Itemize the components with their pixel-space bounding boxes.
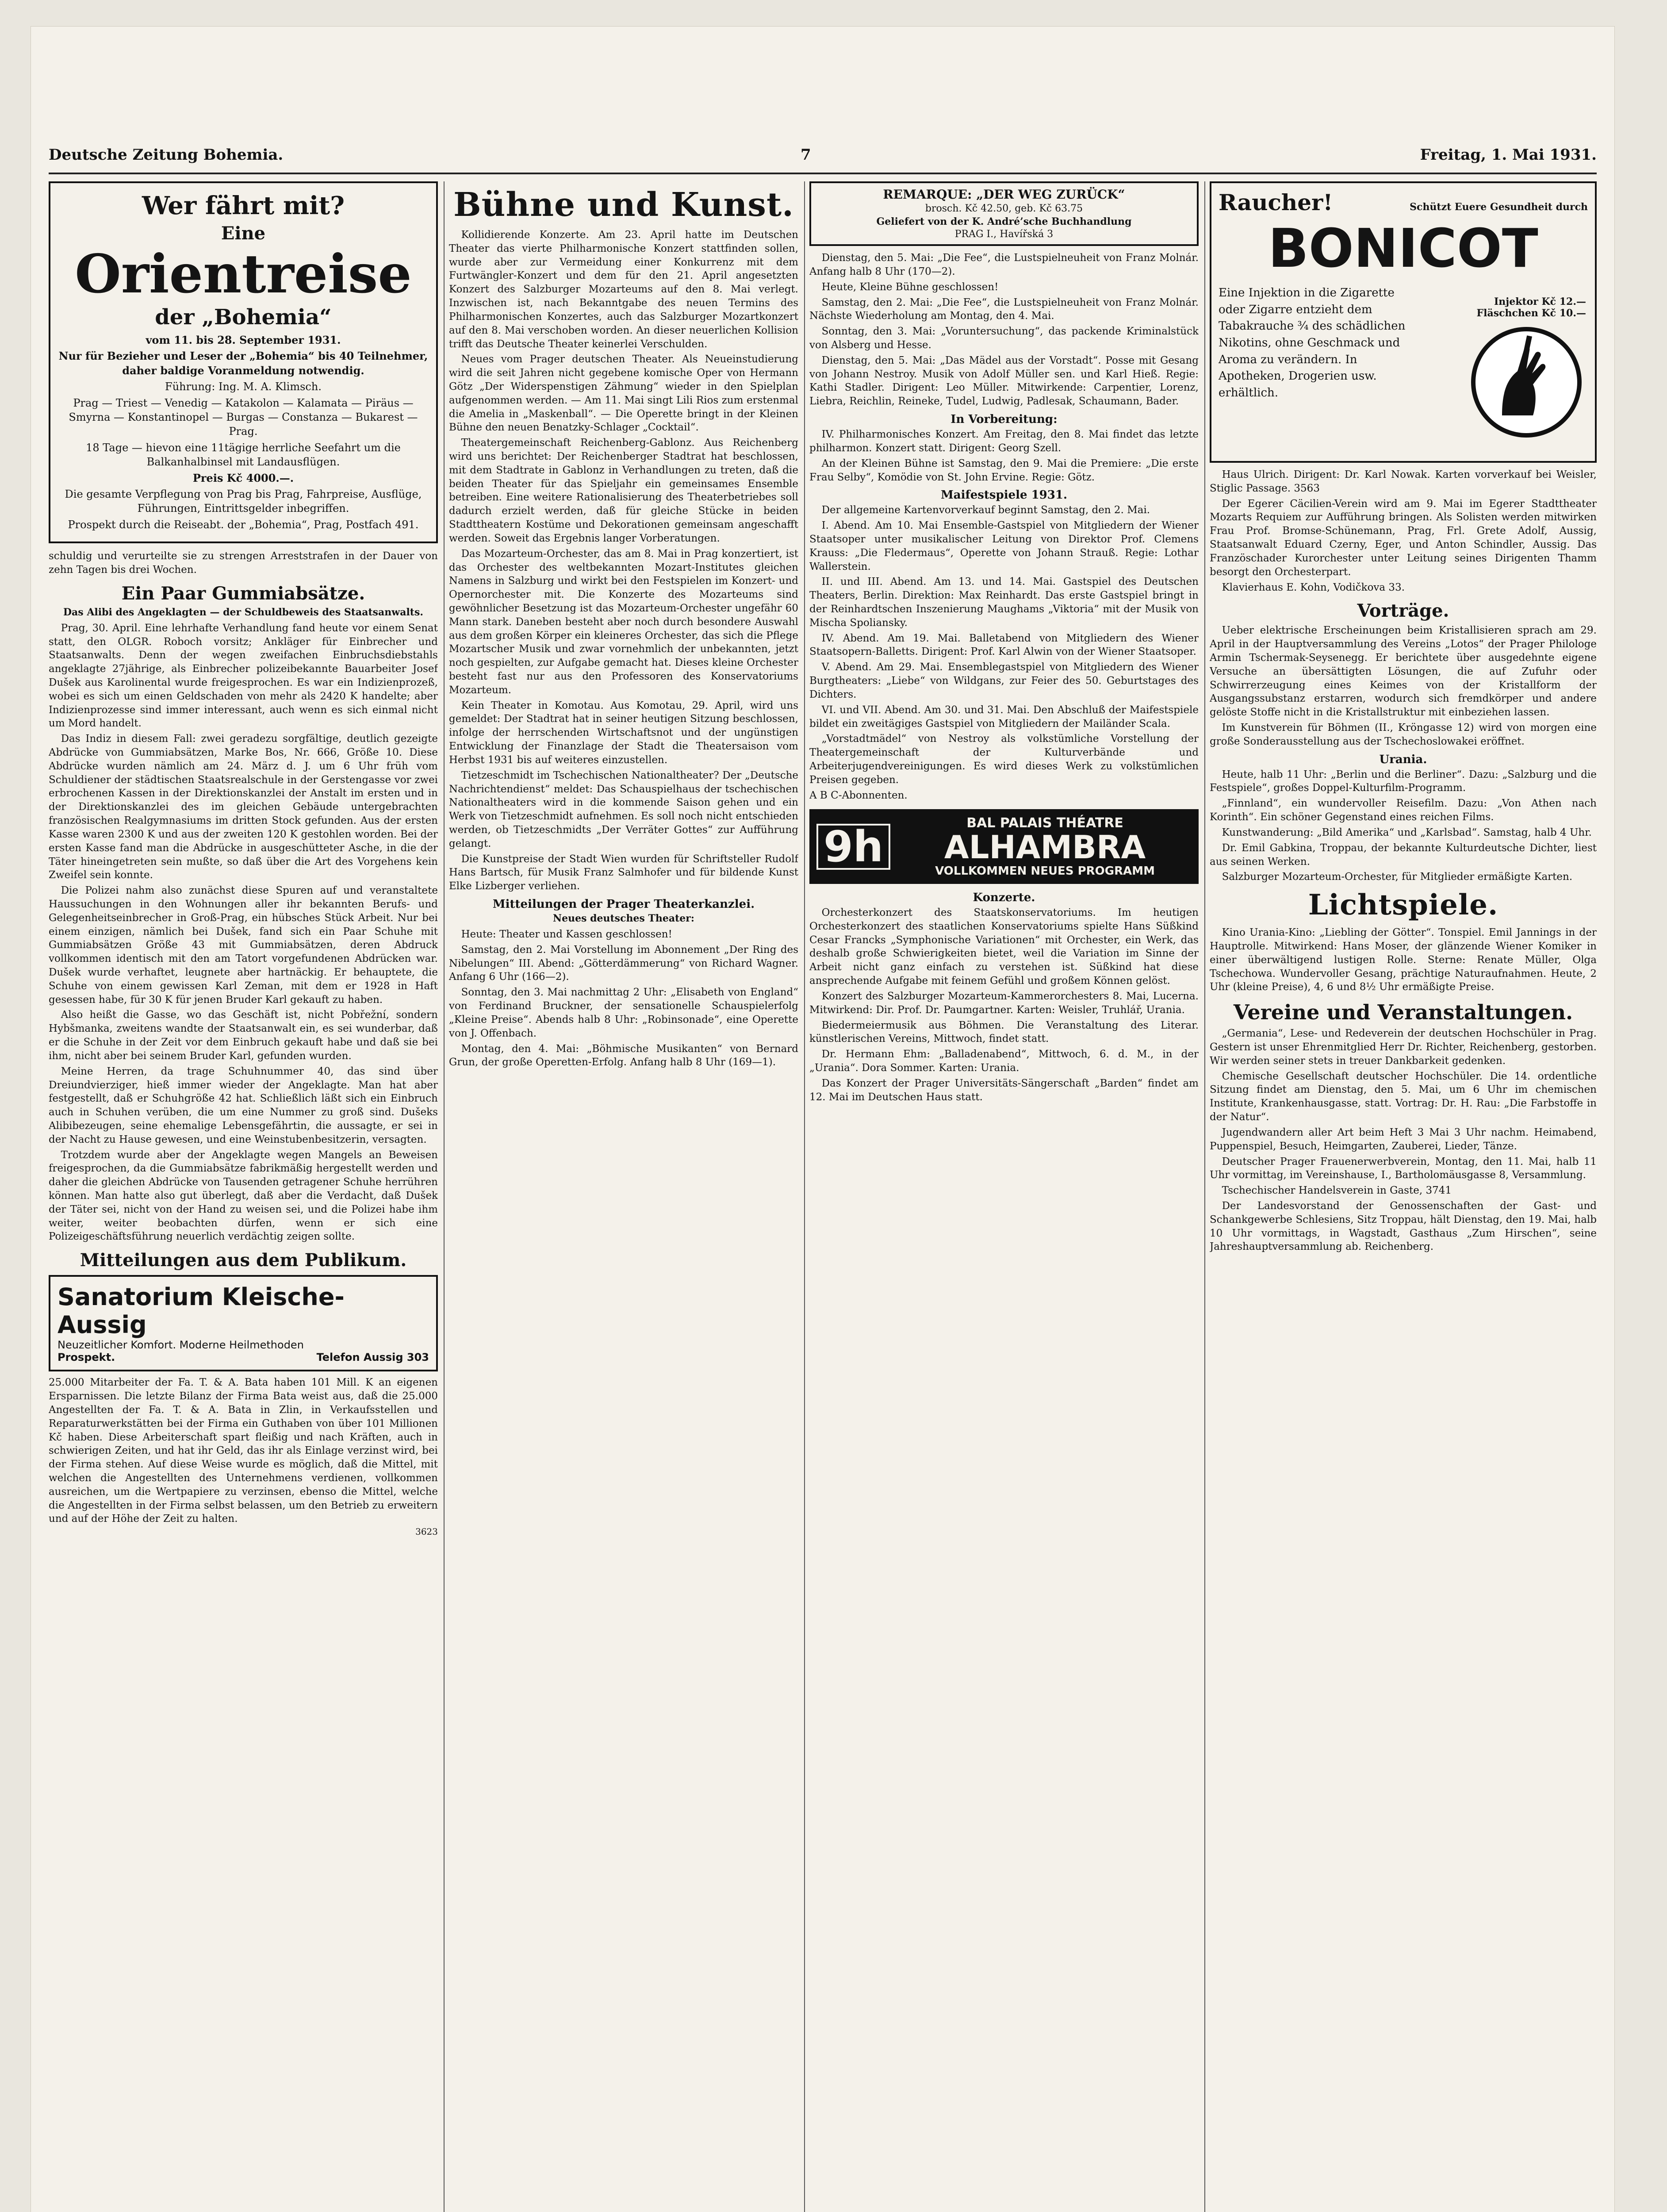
paragraph: schuldig und verurteilte sie zu strengen Arreststrafen in der Dauer von zehn Tagen bis drei Wochen.: [49, 550, 438, 576]
ad-guide: Führung: Ing. M. A. Klimsch.: [165, 380, 322, 393]
paragraph: Haus Ulrich. Dirigent: Dr. Karl Nowak. Karten vorverkauf bei Weisler, Stiglic Passage. 3563: [1210, 469, 1597, 494]
konzerte-title: Konzerte.: [973, 891, 1035, 905]
col4-notices: [1210, 468, 1597, 594]
sanatorium-prospect: Prospekt.: [57, 1351, 115, 1364]
paragraph: IV. Philharmonisches Konzert. Am Freitag, den 8. Mai findet das letzte philharmon. Konzert statt. Dirigent: Georg Szell.: [809, 429, 1199, 454]
bonicot-prices: [1477, 296, 1587, 319]
paragraph: Das Konzert der Prager Universitäts-Sängerschaft „Barden“ findet am 12. Mai im Deutschen Haus statt.: [809, 1077, 1199, 1103]
vortraege-body: [1210, 624, 1597, 748]
paragraph: Heute: Theater und Kassen geschlossen!: [461, 929, 672, 940]
konzerte-body: [809, 906, 1199, 1104]
paragraph: Heute, Kleine Bühne geschlossen!: [821, 281, 999, 293]
paragraph: Jugendwandern aller Art beim Heft 3 Mai 3 Uhr nachm. Heimabend, Puppenspiel, Besuch, Heimgarten, Zauberei, Lieder, Tänze.: [1210, 1126, 1597, 1152]
alhambra-line1: BAL PALAIS THÉATRE: [966, 815, 1123, 831]
column-divider: [1204, 181, 1205, 2212]
paragraph: Biedermeiermusik aus Böhmen. Die Veranstaltung des Literar. künstlerischen Vereins, Mittwoch, findet statt.: [809, 1019, 1199, 1045]
paragraph: Dienstag, den 5. Mai: „Die Fee“, die Lustspielneuheit von Franz Molnár. Anfang halb 8 Uhr (170—2).: [809, 252, 1199, 277]
header-rule: [49, 173, 1597, 174]
hand-cigarette-icon: [1475, 331, 1568, 424]
theater-program: [809, 251, 1199, 408]
theaterkanzlei-body: [449, 928, 798, 1069]
theaterkanzlei-title: Mitteilungen der Prager Theaterkanzlei.: [492, 898, 755, 911]
remarque-title: REMARQUE: „DER WEG ZURÜCK“: [883, 187, 1125, 202]
paragraph: Montag, den 4. Mai: „Böhmische Musikanten“ von Bernard Grun, der große Operetten-Erfolg. Anfang halb 8 Uhr (169—1).: [449, 1043, 798, 1068]
sanatorium-footer: [57, 1351, 429, 1363]
paragraph: Heute, halb 11 Uhr: „Berlin und die Berliner“. Dazu: „Salzburg und die Festspiele“, großes Doppel-Kulturfilm-Programm.: [1210, 768, 1597, 794]
alhambra-text: [898, 815, 1192, 878]
paragraph: Theatergemeinschaft Reichenberg-Gablonz. Aus Reichenberg wird uns berichtet: Der Reichenberger Stadtrat hat beschlossen, mit dem Stadtrate in Gablonz in Verhandlungen zu treten, daß die beiden Theater für das Spieljahr ein gemeinsames Ensemble betreiben. Eine weitere Rationalisierung des Theaterbetriebes soll dadurch erzielt werden, daß für gleiche Stücke in beiden Stadttheatern Kostüme und Dekorationen gemeinsam angeschafft werden. Soweit das Ergebnis langer Vorberatungen.: [449, 437, 798, 544]
paragraph: Ueber elektrische Erscheinungen beim Kristallisieren sprach am 29. April in der Hauptversammlung des Vereins „Lotos“ der Prager Philologe Armin Tschermak-Seysenegg. Er berichtete über ausgedehnte eigene Versuche an übersättigten Lösungen, die auf Zufuhr oder Schwirrerzeugung eines Keimes von der Kristallform der Ausgangssubstanz erstarren, wodurch sich fremdkörper und andere gelöste Stoffe nicht in die Kristallstruktur mit einbeziehen lassen.: [1210, 625, 1597, 718]
paragraph: II. und III. Abend. Am 13. und 14. Mai. Gastspiel des Deutschen Theaters, Berlin. Direktion: Max Reinhardt. Das erste Gastspiel bringt in der Reinhardtschen Inszenierung Maughams „Viktoria“ mit der Musik von Mischa Spoliansky.: [809, 576, 1199, 629]
header-date: Freitag, 1. Mai 1931.: [1420, 146, 1597, 164]
remarque-price: brosch. Kč 42.50, geb. Kč 63.75: [925, 203, 1083, 215]
bonicot-text: Eine Injektion in die Zigarette oder Zigarre entzieht dem Tabakrauche ¾ des schädlichen Nikotins, ohne Geschmack und Aroma zu verändern. In Apotheken, Drogerien usw. erhältlich.: [1219, 286, 1406, 400]
ad-days: 18 Tage — hievon eine 11tägige herrliche Seefahrt um die Balkanhalbinsel mit Landausflügen.: [86, 441, 401, 469]
orient-trip-ad: [49, 181, 438, 543]
ad-eine: Eine: [221, 223, 266, 244]
paragraph: Deutscher Prager Frauenerwerbverein, Montag, den 11. Mai, halb 11 Uhr vormittag, im Vereinshause, I., Bartholomäusgasse 8, Versammlung.: [1210, 1156, 1597, 1181]
paragraph: Der allgemeine Kartenvorverkauf beginnt Samstag, den 2. Mai.: [821, 504, 1150, 516]
paragraph: 25.000 Mitarbeiter der Fa. T. & A. Bata haben 101 Mill. K an eigenen Ersparnissen. Die letzte Bilanz der Firma Bata weist aus, daß die 25.000 Angestellten der Fa. T. & A. Bata in Zlin, in Verkaufsstellen und Reparaturwerkstätten bei der Firma ein Guthaben von über 101 Millionen Kč haben. Diese Arbeiterschaft spart fleißig und nach Kräften, auch in schwierigen Zeiten, und hat ihr Geld, das ihr als Einlage verzinst wird, bei der Firma stehen. Auf diese Weise wurde es möglich, daß die Mittel, mit welchen die Angestellten des Unternehmens verdienen, vollkommen ausreichen, um die Wertpapiere zu verzinsen, ebenso die Mittel, welche die Angestellten in der Firma selbst belassen, um den Betrieb zu erweitern und auf der Höhe der Zeit zu halten.: [49, 1377, 438, 1525]
paragraph: Der Landesvorstand der Genossenschaften der Gast- und Schankgewerbe Schlesiens, Sitz Troppau, hält Dienstag, den 19. Mai, halb 10 Uhr vormittags, in Wagstadt, Gasthaus „Zum Hirschen“, seine Jahreshauptversammlung ab. Reichenberg.: [1210, 1200, 1597, 1253]
ad-included: Die gesamte Verpflegung von Prag bis Prag, Fahrpreise, Ausflüge, Führungen, Eintrittsgelder inbegriffen.: [65, 488, 422, 515]
theaterkanzlei-subtitle: Neues deutsches Theater:: [553, 913, 694, 924]
section-title-mitteilungen: Mitteilungen aus dem Publikum.: [80, 1250, 407, 1271]
bonicot-header: [1219, 189, 1588, 215]
article-body-rubber: [49, 622, 438, 1244]
sanatorium-phone: Telefon Aussig 303: [316, 1351, 429, 1364]
sanatorium-title: Sanatorium Kleische-Aussig: [57, 1283, 345, 1339]
bonicot-price-bottle: Fläschchen Kč 10.—: [1476, 307, 1586, 319]
ad-dates: vom 11. bis 28. September 1931.: [146, 334, 341, 346]
paragraph: V. Abend. Am 29. Mai. Ensemblegastspiel von Mitgliedern des Wiener Burgtheaters: „Liebe“ von Wildgans, zur Feier des 50. Geburtstages des Dichters.: [809, 661, 1199, 700]
notice-number: 3623: [415, 1526, 438, 1537]
ad-limit: Nur für Bezieher und Leser der „Bohemia“ bis 40 Teilnehmer, daher baldige Voranmeldung notwendig.: [58, 349, 428, 377]
ad-question: Wer fährt mit?: [142, 191, 345, 220]
paragraph: Meine Herren, da trage Schuhnummer 40, das sind über Dreiundvierziger, hieß immer wieder der Angeklagte. Man hat aber festgestellt, daß er Schuhgröße 42 hat. Schließlich läßt sich ein Einbruch auch in Schuhen verüben, die um eine Nummer zu groß sind. Dušeks Alibibezeugen, seine ehemalige Lebensgefährtin, die aussagte, er sei in der Nacht zu Hause gewesen, und eine Weinstubenbesitzerin, versagten.: [49, 1065, 438, 1145]
paragraph: Klavierhaus E. Kohn, Vodičkova 33.: [1222, 581, 1405, 593]
paragraph: Trotzdem wurde aber der Angeklagte wegen Mangels an Beweisen freigesprochen, da die Gummiabsätze fabrikmäßig hergestellt werden und daher die gleichen Abdrücke von Tausenden getragener Schuhe herrühren können. Man hatte also gut überlegt, daß aber die Verdacht, daß Dušek der Täter sei, nicht von der Hand zu weisen sei, und die Polizei habe ihm weiter, weiter beobachten dürfen, wenn er sich eine Polizeigeschäftsführung neuerlich verdächtig zeigen sollte.: [49, 1149, 438, 1243]
article-continuation: [49, 549, 438, 577]
maifestspiele-title: Maifestspiele 1931.: [941, 488, 1067, 502]
urania-body: [1210, 768, 1597, 884]
paragraph: Dr. Emil Gabkina, Troppau, der bekannte Kulturdeutsche Dichter, liest aus seinen Werken.: [1210, 842, 1597, 868]
paragraph: Das Mozarteum-Orchester, das am 8. Mai in Prag konzertiert, ist das Orchester des weltbekannten Mozart-Institutes gleichen Namens in Salzburg und wirkt bei den Festspielen im Konzert- und Opernorchester mit. Die Konzerte des Mozarteums sind gewöhnlicher Besetzung ist das Mozarteum-Orchester ungefähr 60 Mann stark. Daneben besteht aber noch durch besondere Auswahl aus dem großen Körper ein kleineres Orchester, das sich die Pflege Mozartscher Musik und zwar vornehmlich der unbekannten, jetzt noch gespielten, zur Aufgabe gemacht hat. Dieses kleine Orchester besteht fast nur aus den Professoren des Konservatoriums Mozarteum.: [449, 548, 798, 696]
paragraph: Konzert des Salzburger Mozarteum-Kammerorchesters 8. Mai, Lucerna. Mitwirkend: Dir. Prof. Dr. Paumgartner. Karten: Weisler, Truhlář, Urania.: [809, 990, 1199, 1016]
paragraph: Dr. Hermann Ehm: „Balladenabend“, Mittwoch, 6. d. M., in der „Urania“. Dora Sommer. Karten: Urania.: [809, 1048, 1199, 1074]
ad-route: Prag — Triest — Venedig — Katakolon — Kalamata — Piräus — Smyrna — Konstantinopel — Burgas — Constanza — Bukarest — Prag.: [69, 396, 418, 438]
paragraph: Salzburger Mozarteum-Orchester, für Mitglieder ermäßigte Karten.: [1222, 871, 1573, 883]
article-subtitle-rubber: Das Alibi des Angeklagten — der Schuldbeweis des Staatsanwalts.: [63, 606, 424, 618]
newspaper-page: [31, 27, 1614, 2212]
column-1: [49, 181, 438, 2212]
alhambra-logo: 9h: [816, 824, 890, 870]
page-header: [49, 146, 1597, 173]
header-paper-name: Deutsche Zeitung Bohemia.: [49, 146, 284, 164]
paragraph: Kollidierende Konzerte. Am 23. April hatte im Deutschen Theater das vierte Philharmonische Konzert stattfinden sollen, wurde aber zur Vermeidung einer Konkurrenz mit dem Furtwängler-Konzert und dem für den 21. April angesetzten Konzert des Salzburger Mozarteums auf den 8. Mai verlegt. Inzwischen ist, nach Bekanntgabe des neuen Termins des Philharmonischen Konzertes, auch das Salzburger Mozartkonzert auf den 8. Mai verschoben worden. An dieser neuerlichen Kollision trifft das Deutsche Theater keinerlei Verschulden.: [449, 229, 798, 350]
bata-notice: [49, 1376, 438, 1538]
alhambra-ad: [809, 809, 1199, 884]
paragraph: Tschechischer Handelsverein in Gaste, 3741: [1222, 1185, 1452, 1197]
paragraph: I. Abend. Am 10. Mai Ensemble-Gastspiel von Mitgliedern der Wiener Staatsoper unter musikalischer Leitung von Direktor Prof. Clemens Krauss: „Die Fledermaus“, Operette von Johann Strauß. Regie: Lothar Wallerstein.: [809, 520, 1199, 572]
paragraph: IV. Abend. Am 19. Mai. Balletabend von Mitgliedern des Wiener Staatsopern-Balletts. Dirigent: Prof. Karl Alwin von der Wiener Staatsoper.: [809, 632, 1199, 658]
bonicot-ad: [1210, 181, 1597, 463]
column-divider: [444, 181, 445, 2212]
paragraph: Samstag, den 2. Mai: „Die Fee“, die Lustspielneuheit von Franz Molnár. Nächste Wiederholung am Montag, den 4. Mai.: [809, 296, 1199, 322]
alhambra-name: ALHAMBRA: [944, 829, 1146, 866]
ad-prospect: Prospekt durch die Reiseabt. der „Bohemia“, Prag, Postfach 491.: [68, 518, 419, 531]
lichtspiele-title: Lichtspiele.: [1308, 888, 1498, 922]
paragraph: Die Polizei nahm also zunächst diese Spuren auf und veranstaltete Haussuchungen in den Wohnungen aller ihr bekannten Berufs- und Gelegenheitseinbrecher in Groß-Prag, ein hübsches Stück Arbeit. Nur bei einem einzigen, nämlich bei Dušek, fand sich ein Paar Schuhe mit Gummiabsätzen Größe 43 mit Gummiabsätzen, deren Abdruck vollkommen identisch mit den am Tatort vorgefundenen Abdrücken war. Dušek wurde verhaftet, leugnete aber hartnäckig. Er behauptete, die Schuhe von einem gewissen Karl Zeman, mit dem er 1928 in Haft gesessen habe, für 30 K für jenen Bruder Karl gekauft zu haben.: [49, 885, 438, 1006]
paragraph: Neues vom Prager deutschen Theater. Als Neueinstudierung wird die seit Jahren nicht gegebene komische Oper von Hermann Götz „Der Widerspenstigen Zähmung“ wieder in den Spielplan aufgenommen werden. — Am 11. Mai singt Lili Rios zum erstenmal die Amelia in „Maskenball“. — Die Operette bringt in der Kleinen Bühne den neuen Benatzky-Schlager „Cocktail“.: [449, 353, 798, 434]
column-divider: [804, 181, 805, 2212]
paragraph: Kunstwanderung: „Bild Amerika“ und „Karlsbad“. Samstag, halb 4 Uhr.: [1222, 826, 1592, 838]
bonicot-price-injector: Injektor Kč 12.—: [1494, 296, 1586, 307]
column-4: [1210, 181, 1597, 2212]
alhambra-line3: VOLLKOMMEN NEUES PROGRAMM: [935, 864, 1155, 878]
vereine-body: [1210, 1027, 1597, 1254]
article-title-rubber: Ein Paar Gummiabsätze.: [121, 583, 365, 604]
sanatorium-line: Neuzeitlicher Komfort. Moderne Heilmethoden: [57, 1339, 304, 1352]
remarque-dealer: Geliefert von der K. André’sche Buchhandlung: [876, 215, 1132, 227]
paragraph: Sonntag, den 3. Mai nachmittag 2 Uhr: „Elisabeth von England“ von Ferdinand Bruckner, der sensationelle Schauspielerfolg „Kleine Preise“. Abends halb 8 Uhr: „Robinsonade“, eine Operette von J. Offenbach.: [449, 987, 798, 1039]
paragraph: Die Kunstpreise der Stadt Wien wurden für Schriftsteller Rudolf Hans Bartsch, für Musik Franz Salmhofer und für bildende Kunst Elke Lizberger verliehen.: [449, 853, 798, 892]
paragraph: Orchesterkonzert des Staatskonservatoriums. Im heutigen Orchesterkonzert des staatlichen Konservatoriums spielte Hans Süßkind Cesar Francks „Symphonische Variationen“ mit Orchester, ein Werk, das deshalb große Schwierigkeiten bietet, weil die Variation im Sinne der Arbeit nicht ganz einfach zu verstehen ist. Süßkind hat diese ansprechende Aufgabe mit feinem Gefühl und großem Können gelöst.: [809, 907, 1199, 987]
header-page-number: 7: [801, 146, 811, 164]
vereine-title: Vereine und Veranstaltungen.: [1233, 1000, 1573, 1025]
paragraph: Kein Theater in Komotau. Aus Komotau, 29. April, wird uns gemeldet: Der Stadtrat hat in seiner heutigen Sitzung beschlossen, infolge der herrschenden Wirtschaftsnot und der ungünstigen Entwicklung der Finanzlage der Stadt die Theatersaison vom Herbst 1931 bis auf weiteres einzustellen.: [449, 699, 798, 766]
ad-price: Preis Kč 4000.—.: [192, 471, 294, 484]
sanatorium-ad: [49, 1275, 438, 1371]
bonicot-slogan: Schützt Euere Gesundheit durch: [1410, 201, 1588, 213]
vorbereitung-title: In Vorbereitung:: [950, 413, 1058, 426]
paragraph: Tietzeschmidt im Tschechischen Nationaltheater? Der „Deutsche Nachrichtendienst“ meldet: Das Schauspielhaus der tschechischen Nationaltheaters wird in die kommende Saison gehen und ein Werk von Tietzeschmidt aufnehmen. Es soll noch nicht entschieden werden, ob Tietzeschmidts „Der Verräter Gottes“ zur Aufführung gelangt.: [449, 769, 798, 849]
paragraph: Kino Urania-Kino: „Liebling der Götter“. Tonspiel. Emil Jannings in der Hauptrolle. Mitwirkend: Hans Moser, der glänzende Wiener Komiker in einer überwältigend lustigen Rolle. Sterne: Renate Müller, Olga Tschechowa. Wundervoller Gesang, prächtige Naturaufnahmen. Heute, 2 Uhr (kleine Preise), 4, 6 und 8½ Uhr ermäßigte Preise.: [1210, 927, 1597, 993]
ad-der-bohemia: der „Bohemia“: [155, 305, 332, 330]
column-3: [809, 181, 1199, 2212]
buehne-body: [449, 228, 798, 893]
paragraph: Im Kunstverein für Böhmen (II., Kröngasse 12) wird von morgen eine große Sonderausstellung aus der Tschechoslowakei eröffnet.: [1210, 722, 1597, 747]
column-2: [449, 181, 798, 2212]
paragraph: Also heißt die Gasse, wo das Geschäft ist, nicht Pobřežní, sondern Hybšmanka, zweitens wandte der Staatsanwalt ein, es sei wunderbar, daß er die Schuhe in der Zeit vor dem Einbruch gekauft habe und daß sie bei ihm, nicht aber bei seinem Bruder Karl, gefunden wurden.: [49, 1009, 438, 1062]
vortraege-title: Vorträge.: [1357, 600, 1449, 622]
paragraph: „Finnland“, ein wundervoller Reisefilm. Dazu: „Von Athen nach Korinth“. Ein schöner Gegenstand eines reichen Films.: [1210, 798, 1597, 823]
remarque-book-ad: [809, 181, 1199, 246]
paragraph: Dienstag, den 5. Mai: „Das Mädel aus der Vorstadt“. Posse mit Gesang von Johann Nestroy. Musik von Adolf Müller sen. und Karl Hieß. Regie: Kathi Stadler. Dirigent: Leo Müller. Mitwirkende: Carpentier, Lorenz, Liebra, Reichlin, Reineke, Tudel, Ludwig, Padlesak, Schaumann, Bader.: [809, 354, 1199, 407]
paragraph: Chemische Gesellschaft deutscher Hochschüler. Die 14. ordentliche Sitzung findet am Dienstag, den 5. Mai, um 6 Uhr im chemischen Institute, Krankenhausgasse, statt. Vortrag: Dr. H. Rau: „Die Farbstoffe in der Natur“.: [1210, 1070, 1597, 1123]
paragraph: An der Kleinen Bühne ist Samstag, den 9. Mai die Premiere: „Die erste Frau Selby“, Komödie von St. John Ervine. Regie: Götz.: [809, 457, 1199, 483]
ad-title: Orientreise: [75, 243, 412, 305]
maifestspiele-body: [809, 503, 1199, 802]
paragraph: Prag, 30. April. Eine lehrhafte Verhandlung fand heute vor einem Senat statt, den OLGR. Roboch vorsitz; Ankläger für Einbrecher und Staatsanwalts. Denn der wegen zweifachen Einbruchsdiebstahls angeklagte 27jährige, als Einbrecher polizeibekannte Bauarbeiter Josef Dušek aus Karolinental wurde freigesprochen. Es war ein Indizienprozeß, wobei es sich um einen Geldschaden von mehr als 2420 K handelte; aber Indizienprozesse sind immer interessant, auch wenn es sich einmal nicht um Mord handelt.: [49, 622, 438, 730]
paragraph: Sonntag, den 3. Mai: „Voruntersuchung“, das packende Kriminalstück von Alsberg und Hesse.: [809, 326, 1199, 351]
paragraph: Samstag, den 2. Mai Vorstellung im Abonnement „Der Ring des Nibelungen“ III. Abend: „Götterdämmerung“ von Richard Wagner. Anfang 6 Uhr (166—2).: [449, 944, 798, 983]
bonicot-brand: BONICOT: [1268, 218, 1538, 280]
paragraph: Der Egerer Cäcilien-Verein wird am 9. Mai im Egerer Stadttheater Mozarts Requiem zur Aufführung bringen. Als Solisten werden mitwirken Frau Prof. Bromse-Schünemann, Prag, Frl. Grete Adolf, Aussig, Staatsanwalt Eduard Czerny, Eger, und Anton Schindler, Aussig. Das Französchader Kurorchester unter Leitung seines Dirigenten Thamm besorgt den Orchesterpart.: [1210, 498, 1597, 578]
paragraph: „Germania“, Lese- und Redeverein der deutschen Hochschüler in Prag. Gestern ist unser Ehrenmitglied Herr Dr. Richter, Reichenberg, gestorben. Wir werden seiner stets in treuer Dankbarkeit gedenken.: [1210, 1028, 1597, 1067]
bonicot-hand-illustration: [1471, 327, 1582, 438]
paragraph: „Vorstadtmädel“ von Nestroy als volkstümliche Vorstellung der Theatergemeinschaft der Kulturverbände und Arbeiterjugendvereinigungen. Es wird dieses Werk zu volkstümlichen Preisen gegeben.: [809, 733, 1199, 786]
bonicot-kicker: Raucher!: [1219, 189, 1333, 215]
remarque-address: PRAG I., Havířská 3: [954, 228, 1054, 240]
section-title-buehne: Bühne und Kunst.: [453, 186, 794, 224]
vorbereitung-body: [809, 428, 1199, 484]
lichtspiele-body: [1210, 926, 1597, 994]
urania-title: Urania.: [1379, 753, 1427, 766]
paragraph: A B C-Abonnenten.: [809, 789, 908, 801]
paragraph: VI. und VII. Abend. Am 30. und 31. Mai. Den Abschluß der Maifestspiele bildet ein zweitägiges Gastspiel von Mitgliedern der Mailänder Scala.: [809, 704, 1199, 730]
paragraph: Das Indiz in diesem Fall: zwei geradezu sorgfältige, deutlich gezeigte Abdrücke von Gummiabsätzen, Marke Bos, Nr. 666, Größe 10. Diese Abdrücke wurden nämlich am 24. März d. J. um 6 Uhr früh vom Schuldiener der städtischen Staatsrealschule in der Gerstengasse vor zwei erbrochenen Kassen in der Direktionskanzlei der Anstalt im ersten und in der Direktionskanzlei des im gleichen Gebäude untergebrachten französischen Realgymnasiums im dritten Stock gefunden. Aus der ersten Kasse waren 2300 K und aus der zweiten 120 K gestohlen worden. Bei der ersten Kasse fand man die Abdrücke in ausgeschütteter Asche, in die der Täter hineingetreten sein mußte, so daß über die Art des Vorgehens kein Zweifel sein konnte.: [49, 733, 438, 881]
